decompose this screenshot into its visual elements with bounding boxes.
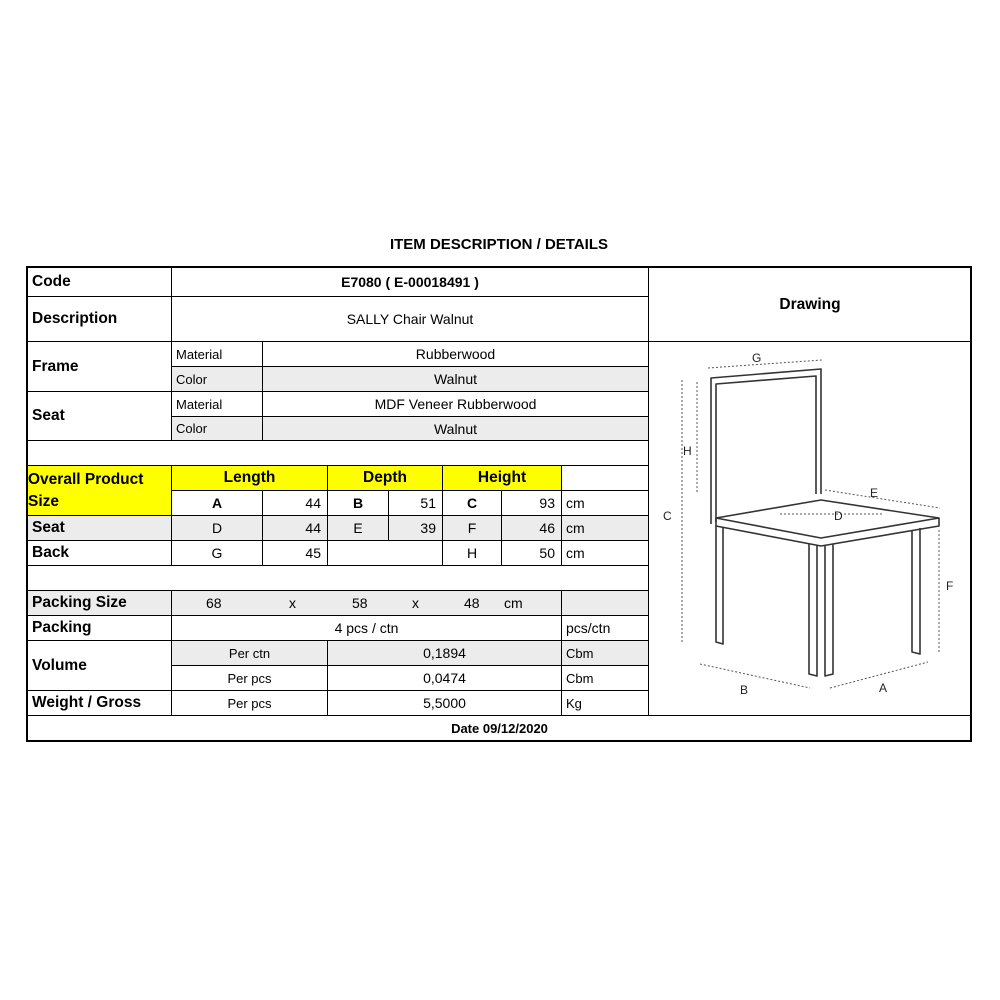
chair-drawing (650, 342, 972, 716)
dim-b-value: 51 (388, 490, 443, 516)
seat-material-label: Material (171, 391, 263, 417)
chair-backrest-inner (716, 376, 816, 522)
chair-front-left-leg (809, 544, 817, 676)
drawing-label-b: B (740, 683, 749, 697)
drawing-label-f: F (946, 579, 954, 593)
description-label: Description (27, 296, 172, 342)
packing-size-label: Packing Size (27, 590, 172, 616)
overall-size-label (27, 465, 172, 516)
frame-material-value: Rubberwood (262, 341, 649, 367)
drawing-label-h: H (683, 444, 692, 458)
packing-size-unit: cm (504, 595, 523, 611)
packing-size-height: 48 (464, 595, 480, 611)
weight-value: 5,5000 (327, 690, 562, 716)
dim-g-line (708, 360, 822, 368)
description-value: SALLY Chair Walnut (171, 296, 649, 342)
back-unit: cm (561, 540, 649, 566)
dim-e-line (825, 490, 940, 508)
dim-h-value: 50 (501, 540, 562, 566)
back-blank (327, 540, 443, 566)
dim-b-label: B (327, 490, 389, 516)
chair-drawing-svg (650, 342, 972, 716)
chair-front-right-leg (825, 544, 833, 676)
volume-per-ctn-unit: Cbm (561, 640, 649, 666)
dim-f-value: 46 (501, 515, 562, 541)
packing-size-x1: x (289, 595, 296, 611)
code-value: E7080 ( E-00018491 ) (171, 267, 649, 297)
overall-size-text: Overall Product Size (28, 470, 144, 510)
frame-color-label: Color (171, 366, 263, 392)
code-label: Code (27, 267, 172, 297)
weight-label: Weight / Gross (27, 690, 172, 716)
dim-b-line (700, 664, 810, 688)
volume-per-ctn-value: 0,1894 (327, 640, 562, 666)
packing-size-x2: x (412, 595, 419, 611)
dim-f-label: F (442, 515, 502, 541)
dim-a-value: 44 (262, 490, 328, 516)
frame-material-label: Material (171, 341, 263, 367)
spacer-row (27, 440, 649, 466)
seat-material-value: MDF Veneer Rubberwood (262, 391, 649, 417)
seat-color-label: Color (171, 416, 263, 441)
seat-unit: cm (561, 515, 649, 541)
drawing-header: Drawing (648, 267, 972, 342)
dim-a-label: A (171, 490, 263, 516)
length-header: Length (171, 465, 328, 491)
dim-e-label: E (327, 515, 389, 541)
drawing-label-c: C (663, 509, 672, 523)
weight-per-label: Per pcs (171, 690, 328, 716)
back-dims-label: Back (27, 540, 172, 566)
weight-unit: Kg (561, 690, 649, 716)
chair-back-right-leg (912, 528, 920, 654)
seat-color-value: Walnut (262, 416, 649, 441)
volume-per-pcs-unit: Cbm (561, 665, 649, 691)
packing-size-length: 68 (206, 595, 222, 611)
dim-c-value: 93 (501, 490, 562, 516)
chair-backrest-outline (711, 369, 821, 524)
header-blank (561, 465, 649, 491)
packing-unit: pcs/ctn (561, 615, 649, 641)
packing-label: Packing (27, 615, 172, 641)
dim-e-value: 39 (388, 515, 443, 541)
dim-g-value: 45 (262, 540, 328, 566)
document-title: ITEM DESCRIPTION / DETAILS (389, 236, 609, 253)
frame-label: Frame (27, 341, 172, 392)
drawing-label-g: G (752, 351, 762, 365)
dim-d-label: D (171, 515, 263, 541)
volume-label: Volume (27, 640, 172, 691)
dim-h-label: H (442, 540, 502, 566)
frame-color-value: Walnut (262, 366, 649, 392)
volume-per-pcs-label: Per pcs (171, 665, 328, 691)
packing-size-blank (561, 590, 649, 616)
packing-value: 4 pcs / ctn (171, 615, 562, 641)
date-row: Date 09/12/2020 (27, 715, 972, 742)
drawing-label-d: D (834, 509, 843, 523)
chair-seat-edge (716, 518, 939, 546)
overall-unit: cm (561, 490, 649, 516)
volume-per-ctn-label: Per ctn (171, 640, 328, 666)
seat-spec-label: Seat (27, 391, 172, 441)
height-header: Height (442, 465, 562, 491)
spacer-row-2 (27, 565, 649, 591)
volume-per-pcs-value: 0,0474 (327, 665, 562, 691)
dim-g-label: G (171, 540, 263, 566)
chair-back-left-leg (716, 526, 723, 644)
drawing-label-e: E (870, 486, 879, 500)
packing-size-value (171, 590, 562, 616)
dim-c-label: C (442, 490, 502, 516)
depth-header: Depth (327, 465, 443, 491)
drawing-label-a: A (879, 681, 888, 695)
seat-dims-label: Seat (27, 515, 172, 541)
dim-d-value: 44 (262, 515, 328, 541)
packing-size-width: 58 (352, 595, 368, 611)
